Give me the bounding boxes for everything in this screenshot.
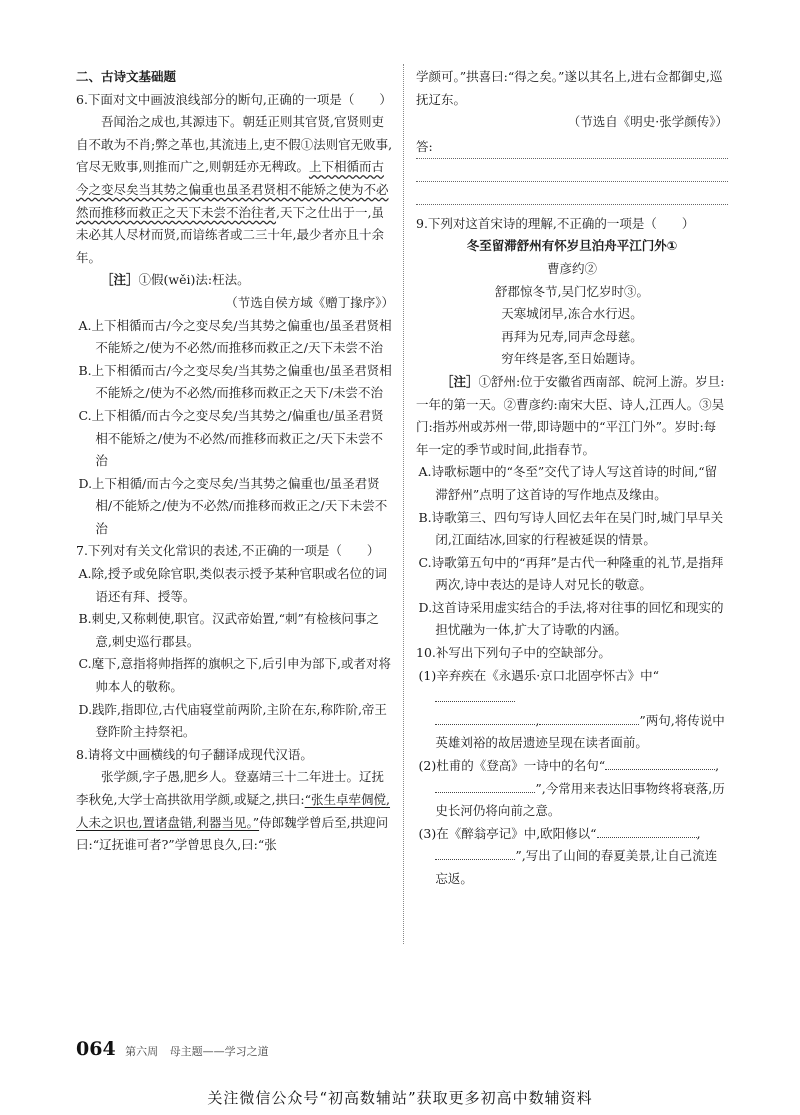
q7-option-b: B.刺史,又称刺使,职官。汉武帝始置,“刺”有检核问事之意,刺史巡行郡县。 <box>78 611 379 649</box>
q9-note-label: ［注］ <box>441 373 479 389</box>
q7-option-a: A.除,授予或免除官职,类似表示授予某种官职或名位的词语还有拜、授等。 <box>78 566 387 604</box>
q8-passage <box>76 766 394 856</box>
fill-blank[interactable] <box>605 755 715 770</box>
q6-option-a: A.上下相循而古/今之变尽矣/当其势之偏重也/虽圣君贤相不能矫之/使为不必然/而推移而救正之/天下未尝不治 <box>78 317 392 356</box>
fill-blank[interactable] <box>597 823 697 838</box>
promo-note: 关注微信公众号“初高数辅站”获取更多初高中数辅资料 <box>207 1089 593 1107</box>
q7-option-c: C.麾下,意指将帅指挥的旗帜之下,后引申为部下,或者对将帅本人的敬称。 <box>78 656 392 695</box>
fill-blank[interactable] <box>435 687 515 702</box>
poem-line: 天寒城闭早,冻合水行迟。 <box>501 306 643 322</box>
poem-line: 穷年终是客,至日始题诗。 <box>501 351 643 367</box>
q8-answer-area[interactable] <box>416 136 728 205</box>
q9-stem: 9.下列对这首宋诗的理解,不正确的一项是（ ） <box>416 215 695 231</box>
q10-2-comma: , <box>715 758 720 774</box>
q10-item-2 <box>416 755 728 823</box>
poem-line: 舒郡惊冬节,吴门忆岁时③。 <box>495 283 649 299</box>
q6-source: （节选自侯方域《赠丁掾序》） <box>225 294 394 310</box>
q10-2-suffix: ”,今常用来表达旧事物终将衰落,历史长河仍将向前之意。 <box>435 780 725 819</box>
q8-source: （节选自《明史·张学颜传》） <box>567 114 728 130</box>
fill-blank[interactable] <box>435 778 535 793</box>
poem-author: 曹彦约② <box>546 260 597 276</box>
q9-option-a: A.诗歌标题中的“冬至”交代了诗人写这首诗的时间,“留滞舒州”点明了这首诗的写作地点及缘由。 <box>418 464 718 502</box>
q10-3-comma: , <box>696 825 701 841</box>
answer-line[interactable] <box>416 136 728 159</box>
q10-stem: 10.补写出下列句子中的空缺部分。 <box>416 645 611 661</box>
left-column <box>76 66 394 857</box>
q6-passage-p2: ,天下之仕出于一,虽未必其人尽材而贤,而谙练者或二三十年,最少者亦且十余年。 <box>76 204 384 265</box>
q7-option-d: D.践阼,指即位,古代庙寝堂前两阶,主阶在东,称阼阶,帝王登阼阶主持祭祀。 <box>78 701 387 740</box>
q6-passage-p1: 吾闻治之成也,其源违下。朝廷正则其官贤,官贤则吏自不敢为不肖;弊之革也,其流违上,吏不假①法则官无败事,官尽无败事,则推而广之,则朝廷亦无稗政。 <box>76 114 393 175</box>
q6-note-text: ①假(wěi)法:枉法。 <box>138 272 250 288</box>
q10-1-prefix: (1)辛弃疾在《永遇乐·京口北固亭怀古》中“ <box>418 667 660 683</box>
q8-passage-continued: 学颜可。”拱喜曰:“得之矣。”遂以其名上,进右佥都御史,巡抚辽东。 <box>416 69 723 107</box>
q6-stem: 6.下面对文中画波浪线部分的断句,正确的一项是（ ） <box>76 91 392 107</box>
q10-1-suffix: ”两句,将传说中英雄刘裕的故居遗迹呈现在读者面前。 <box>435 712 725 751</box>
answer-label: 答: <box>416 138 433 154</box>
q8-passage-p2: 侍郎魏学曾后至,拱迎问曰:“辽抚谁可者?”学曾思良久,曰:“张 <box>76 814 389 853</box>
q9-option-b: B.诗歌第三、四句写诗人回忆去年在吴门时,城门早早关闭,江面结冰,回家的行程被延误的情景。 <box>418 509 724 548</box>
page-number: 064 <box>76 1038 116 1060</box>
column-divider <box>403 64 404 944</box>
footer-theme: 母主题——学习之道 <box>169 1045 269 1058</box>
q8-passage-p1: 张学颜,字子愚,肥乡人。登嘉靖三十二年进士。辽抚李秋免,大学士高拱欲用学颜,或疑之,拱曰: <box>76 769 384 807</box>
q6-passage-wavy: 上下相循而古今之变尽矣当其势之偏重也虽圣君贤相不能矫之使为不必然而推移而救正之天下未尝不治往者 <box>76 159 389 220</box>
q9-note-text: ①舒州:位于安徽省西南部、皖河上游。岁旦:一年的第一天。②曹彦约:南宋大臣、诗人,江西人。③吴门:指苏州或苏州一带,即诗题中的“平江门外”。岁时:每年一定的季节或时间,此指春节。 <box>416 373 725 457</box>
fill-blank[interactable] <box>435 710 535 725</box>
q6-option-d: D.上下相循/而古今之变尽矣/当其势之偏重也/虽圣君贤相/不能矫之/使为不必然/而推移而救正之/天下未尝不治 <box>78 475 388 536</box>
q9-option-c: C.诗歌第五句中的“再拜”是古代一种隆重的礼节,是指拜两次,诗中表达的是诗人对兄长的敬意。 <box>418 554 724 593</box>
q6-passage <box>76 111 394 269</box>
fill-blank[interactable] <box>435 845 515 860</box>
answer-line[interactable] <box>416 182 728 205</box>
q6-option-b: B.上下相循而古/今之变尽矣/当其势之偏重也/虽圣君贤相不能矫之/使为不必然/而推移而救正之天下/未尝不治 <box>78 362 392 401</box>
q10-1-comma: , <box>535 712 540 728</box>
q9-note <box>416 371 728 461</box>
right-column <box>416 66 728 891</box>
q6-note-label: ［注］ <box>101 272 139 288</box>
poem-title: 冬至留滞舒州有怀岁旦泊舟平江门外① <box>466 238 678 254</box>
fill-blank[interactable] <box>539 710 639 725</box>
q6-option-c: C.上下相循/而古今之变尽矣/当其势之/偏重也/虽圣君贤相不能矫之/使为不必然/而推移而救正之/天下未尝不治 <box>78 407 384 469</box>
q9-option-d: D.这首诗采用虚实结合的手法,将对往事的回忆和现实的担忧融为一体,扩大了诗歌的内涵。 <box>418 599 724 638</box>
q10-3-prefix: (3)在《醉翁亭记》中,欧阳修以“ <box>418 825 597 841</box>
poem-line: 再拜为兄寿,同声念母慈。 <box>501 328 643 344</box>
page-footer <box>76 1038 269 1060</box>
q10-3-suffix: ”,写出了山间的春夏美景,让自己流连忘返。 <box>435 848 718 886</box>
footer-week: 第六周 <box>125 1045 159 1058</box>
q7-stem: 7.下列对有关文化常识的表述,不正确的一项是（ ） <box>76 543 380 559</box>
q10-item-1 <box>416 665 728 755</box>
q6-note <box>76 269 394 292</box>
q8-stem: 8.请将文中画横线的句子翻译成现代汉语。 <box>76 746 313 762</box>
q8-passage-underlined: “张生卓荦倜傥,人未之识也,置诸盘错,利器当见。” <box>76 792 391 830</box>
q10-2-prefix: (2)杜甫的《登高》一诗中的名句“ <box>418 758 606 774</box>
section-title: 二、古诗文基础题 <box>76 69 177 84</box>
q10-item-3 <box>416 823 728 891</box>
answer-line[interactable] <box>416 159 728 182</box>
